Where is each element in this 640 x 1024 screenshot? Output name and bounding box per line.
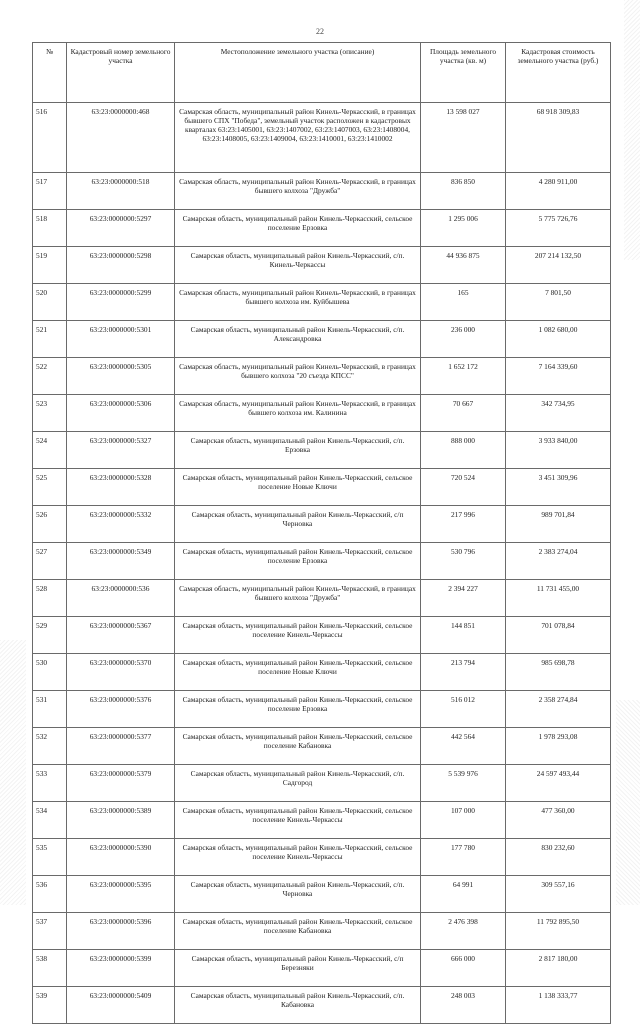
cadastral-cost: 11 792 895,50 (506, 913, 611, 950)
cadastral-number: 63:23:0000000:5399 (67, 950, 175, 987)
row-number: 522 (33, 358, 67, 395)
row-number: 523 (33, 395, 67, 432)
table-row (33, 728, 611, 765)
area-value: 217 996 (421, 506, 506, 543)
table-row (33, 580, 611, 617)
area-value: 442 564 (421, 728, 506, 765)
area-value: 516 012 (421, 691, 506, 728)
area-value: 177 780 (421, 839, 506, 876)
cadastral-cost: 7 164 339,60 (506, 358, 611, 395)
cadastral-cost: 477 360,00 (506, 802, 611, 839)
location-description: Самарская область, муниципальный район Кинель-Черкасский, в границах бывшего колхоза "20 съезда КПСС" (175, 358, 421, 395)
cadastral-number: 63:23:0000000:5306 (67, 395, 175, 432)
cadastral-number: 63:23:0000000:5332 (67, 506, 175, 543)
area-value: 2 476 398 (421, 913, 506, 950)
area-value: 836 850 (421, 173, 506, 210)
location-description: Самарская область, муниципальный район Кинель-Черкасский, сельское поселение Кинель-Черкассы (175, 839, 421, 876)
row-number: 535 (33, 839, 67, 876)
cadastral-number: 63:23:0000000:5297 (67, 210, 175, 247)
area-value: 236 000 (421, 321, 506, 358)
area-value: 5 539 976 (421, 765, 506, 802)
area-value: 248 003 (421, 987, 506, 1024)
table-row (33, 950, 611, 987)
cadastral-cost: 830 232,60 (506, 839, 611, 876)
location-description: Самарская область, муниципальный район Кинель-Черкасский, в границах бывшего СПХ "Победа", земельный участок расположен в кадастровых кварталах 63:23:1405001, 63:23:1407002, 63:23:1407003, 63:23:1408004, 63:23:1408005, 63:23:1409004, 63:23:1410001, 63:23:1410002 (175, 103, 421, 173)
cadastral-cost: 4 280 911,00 (506, 173, 611, 210)
cadastral-number: 63:23:0000000:5370 (67, 654, 175, 691)
location-description: Самарская область, муниципальный район Кинель-Черкасский, сельское поселение Ерзовка (175, 543, 421, 580)
location-description: Самарская область, муниципальный район Кинель-Черкасский, в границах бывшего колхоза им. Куйбышева (175, 284, 421, 321)
location-description: Самарская область, муниципальный район Кинель-Черкасский, в границах бывшего колхоза им. Калинина (175, 395, 421, 432)
table-row (33, 321, 611, 358)
row-number: 529 (33, 617, 67, 654)
table-row (33, 284, 611, 321)
cadastral-cost: 701 078,84 (506, 617, 611, 654)
row-number: 538 (33, 950, 67, 987)
location-description: Самарская область, муниципальный район Кинель-Черкасский, сельское поселение Кинель-Черкассы (175, 617, 421, 654)
scan-hatching (0, 640, 26, 905)
row-number: 517 (33, 173, 67, 210)
location-description: Самарская область, муниципальный район Кинель-Черкасский, с/п. Кабановка (175, 987, 421, 1024)
cadastral-number: 63:23:0000000:5409 (67, 987, 175, 1024)
area-value: 213 794 (421, 654, 506, 691)
row-number: 524 (33, 432, 67, 469)
location-description: Самарская область, муниципальный район Кинель-Черкасский, сельское поселение Кабановка (175, 728, 421, 765)
header-cadastral: Кадастровый номер земельного участка (67, 43, 175, 103)
cadastral-number: 63:23:0000000:5390 (67, 839, 175, 876)
cadastral-cost: 207 214 132,50 (506, 247, 611, 284)
row-number: 516 (33, 103, 67, 173)
location-description: Самарская область, муниципальный район Кинель-Черкасский, сельское поселение Ерзовка (175, 210, 421, 247)
cadastral-cost: 342 734,95 (506, 395, 611, 432)
area-value: 2 394 227 (421, 580, 506, 617)
row-number: 532 (33, 728, 67, 765)
row-number: 530 (33, 654, 67, 691)
cadastral-number: 63:23:0000000:5298 (67, 247, 175, 284)
area-value: 13 598 027 (421, 103, 506, 173)
cadastral-cost: 1 138 333,77 (506, 987, 611, 1024)
cadastral-cost: 24 597 493,44 (506, 765, 611, 802)
area-value: 530 796 (421, 543, 506, 580)
cadastral-number: 63:23:0000000:5328 (67, 469, 175, 506)
location-description: Самарская область, муниципальный район Кинель-Черкасский, сельское поселение Новые Ключи (175, 654, 421, 691)
area-value: 1 295 006 (421, 210, 506, 247)
area-value: 107 000 (421, 802, 506, 839)
table-row (33, 913, 611, 950)
header-num: № (33, 43, 67, 103)
table-header-row (33, 43, 611, 103)
cadastral-cost: 1 978 293,08 (506, 728, 611, 765)
row-number: 528 (33, 580, 67, 617)
cadastral-cost: 1 082 680,00 (506, 321, 611, 358)
area-value: 44 936 875 (421, 247, 506, 284)
area-value: 165 (421, 284, 506, 321)
table-row (33, 876, 611, 913)
location-description: Самарская область, муниципальный район Кинель-Черкасский, с/п. Александровка (175, 321, 421, 358)
table-row (33, 802, 611, 839)
table-row (33, 432, 611, 469)
table-row (33, 506, 611, 543)
location-description: Самарская область, муниципальный район Кинель-Черкасский, в границах бывшего колхоза "Дружба" (175, 173, 421, 210)
header-cost: Кадастровая стоимость земельного участка (руб.) (506, 43, 611, 103)
location-description: Самарская область, муниципальный район Кинель-Черкасский, с/п. Ерзовка (175, 432, 421, 469)
header-location: Местоположение земельного участка (описание) (175, 43, 421, 103)
table-row (33, 469, 611, 506)
row-number: 525 (33, 469, 67, 506)
cadastral-number: 63:23:0000000:5305 (67, 358, 175, 395)
cadastral-number: 63:23:0000000:468 (67, 103, 175, 173)
cadastral-cost: 2 358 274,84 (506, 691, 611, 728)
cadastral-cost: 2 817 180,00 (506, 950, 611, 987)
cadastral-cost: 3 933 840,00 (506, 432, 611, 469)
table-row (33, 654, 611, 691)
location-description: Самарская область, муниципальный район Кинель-Черкасский, с/п. Черновка (175, 876, 421, 913)
cadastral-cost: 985 698,78 (506, 654, 611, 691)
cadastral-number: 63:23:0000000:5349 (67, 543, 175, 580)
cadastral-number: 63:23:0000000:5396 (67, 913, 175, 950)
table-row (33, 358, 611, 395)
cadastral-number: 63:23:0000000:5389 (67, 802, 175, 839)
cadastral-number: 63:23:0000000:518 (67, 173, 175, 210)
location-description: Самарская область, муниципальный район Кинель-Черкасский, с/п Березняки (175, 950, 421, 987)
table-row (33, 839, 611, 876)
location-description: Самарская область, муниципальный район Кинель-Черкасский, с/п. Кинель-Черкассы (175, 247, 421, 284)
cadastral-cost: 2 383 274,04 (506, 543, 611, 580)
cadastral-cost: 3 451 309,96 (506, 469, 611, 506)
cadastral-cost: 989 701,84 (506, 506, 611, 543)
table-row (33, 210, 611, 247)
location-description: Самарская область, муниципальный район Кинель-Черкасский, сельское поселение Кабановка (175, 913, 421, 950)
area-value: 1 652 172 (421, 358, 506, 395)
land-plots-table (32, 42, 611, 1024)
area-value: 720 524 (421, 469, 506, 506)
cadastral-number: 63:23:0000000:5376 (67, 691, 175, 728)
table-row (33, 543, 611, 580)
location-description: Самарская область, муниципальный район Кинель-Черкасский, сельское поселение Новые Ключи (175, 469, 421, 506)
row-number: 536 (33, 876, 67, 913)
table-row (33, 987, 611, 1024)
row-number: 521 (33, 321, 67, 358)
row-number: 534 (33, 802, 67, 839)
cadastral-cost: 7 801,50 (506, 284, 611, 321)
area-value: 70 667 (421, 395, 506, 432)
row-number: 533 (33, 765, 67, 802)
cadastral-cost: 309 557,16 (506, 876, 611, 913)
location-description: Самарская область, муниципальный район Кинель-Черкасский, с/п. Садгород (175, 765, 421, 802)
cadastral-cost: 68 918 309,83 (506, 103, 611, 173)
table-row (33, 691, 611, 728)
location-description: Самарская область, муниципальный район Кинель-Черкасский, в границах бывшего колхоза "Дружба" (175, 580, 421, 617)
row-number: 519 (33, 247, 67, 284)
table-row (33, 395, 611, 432)
cadastral-number: 63:23:0000000:5395 (67, 876, 175, 913)
cadastral-number: 63:23:0000000:5301 (67, 321, 175, 358)
scan-hatching (616, 700, 640, 905)
table-row (33, 103, 611, 173)
cadastral-number: 63:23:0000000:5367 (67, 617, 175, 654)
cadastral-number: 63:23:0000000:5379 (67, 765, 175, 802)
location-description: Самарская область, муниципальный район Кинель-Черкасский, сельское поселение Ерзовка (175, 691, 421, 728)
table-row (33, 765, 611, 802)
cadastral-number: 63:23:0000000:5377 (67, 728, 175, 765)
area-value: 666 000 (421, 950, 506, 987)
row-number: 539 (33, 987, 67, 1024)
cadastral-number: 63:23:0000000:5299 (67, 284, 175, 321)
table-row (33, 247, 611, 284)
row-number: 537 (33, 913, 67, 950)
table-row (33, 617, 611, 654)
cadastral-number: 63:23:0000000:536 (67, 580, 175, 617)
area-value: 64 991 (421, 876, 506, 913)
row-number: 527 (33, 543, 67, 580)
row-number: 526 (33, 506, 67, 543)
location-description: Самарская область, муниципальный район Кинель-Черкасский, с/п Черновка (175, 506, 421, 543)
cadastral-number: 63:23:0000000:5327 (67, 432, 175, 469)
location-description: Самарская область, муниципальный район Кинель-Черкасский, сельское поселение Кинель-Черкассы (175, 802, 421, 839)
row-number: 531 (33, 691, 67, 728)
row-number: 520 (33, 284, 67, 321)
cadastral-cost: 11 731 455,00 (506, 580, 611, 617)
area-value: 144 851 (421, 617, 506, 654)
header-area: Площадь земельного участка (кв. м) (421, 43, 506, 103)
scan-hatching (624, 0, 640, 260)
page-number: 22 (316, 27, 324, 36)
area-value: 888 000 (421, 432, 506, 469)
cadastral-cost: 5 775 726,76 (506, 210, 611, 247)
row-number: 518 (33, 210, 67, 247)
table-row (33, 173, 611, 210)
